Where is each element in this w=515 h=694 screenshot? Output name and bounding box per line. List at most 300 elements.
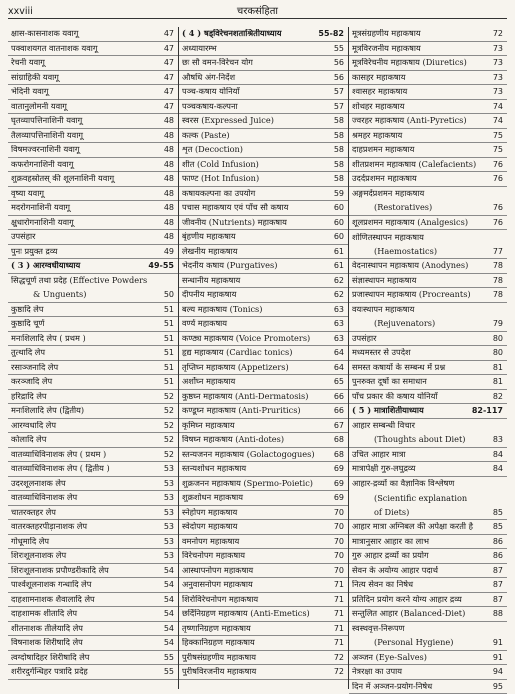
toc-entry bbox=[8, 85, 178, 100]
toc-entry bbox=[8, 288, 178, 303]
toc-entry bbox=[349, 288, 507, 303]
toc-page-number: 67 bbox=[333, 420, 344, 430]
toc-page-number: 84 bbox=[492, 464, 503, 474]
toc-entry-title: पुरीषसंग्रहणीय महाकषाय bbox=[182, 652, 256, 662]
toc-page-number: 78 bbox=[492, 261, 503, 271]
toc-entry bbox=[8, 100, 178, 115]
toc-page-number: 87 bbox=[492, 594, 503, 604]
toc-entry-title: हृद्य महाकषाय (Cardiac tonics) bbox=[182, 348, 293, 358]
toc-entry-title: स्वरस (Expressed Juice) bbox=[182, 116, 274, 126]
toc-entry-title: तुत्थादि लेप bbox=[11, 348, 45, 358]
toc-entry bbox=[8, 332, 178, 347]
toc-entry-title: शिरःशूलनाशक लेप bbox=[11, 551, 67, 561]
toc-entry-title: समस्त कषायों के सम्बन्ध में प्रश्न bbox=[352, 362, 446, 372]
toc-entry bbox=[179, 651, 348, 666]
toc-entry bbox=[349, 158, 507, 173]
toc-entry-title: ( 4 ) षड्विरेचनशताश्रितीयाध्याय bbox=[182, 29, 282, 39]
toc-entry-title: कषायकल्पना का उपयोग bbox=[182, 188, 256, 198]
toc-entry bbox=[349, 361, 507, 376]
toc-page-number: 50 bbox=[163, 290, 174, 300]
toc-entry bbox=[8, 56, 178, 71]
toc-page-number: 48 bbox=[163, 203, 174, 213]
toc-entry bbox=[349, 259, 507, 274]
toc-entry bbox=[179, 85, 348, 100]
toc-page-number: 52 bbox=[163, 391, 174, 401]
toc-page-number: 51 bbox=[163, 304, 174, 314]
chapter-heading bbox=[8, 259, 178, 274]
toc-entry-title: अञ्जन (Eye-Salves) bbox=[352, 652, 427, 662]
toc-entry bbox=[8, 520, 178, 535]
toc-entry bbox=[179, 564, 348, 579]
toc-entry bbox=[179, 390, 348, 405]
toc-entry bbox=[179, 230, 348, 245]
toc-entry-title: उचित आहार मात्रा bbox=[352, 449, 406, 459]
toc-page-number: 87 bbox=[492, 580, 503, 590]
toc-page-number: 83 bbox=[492, 435, 503, 445]
toc-entry-title: श्वासहर महाकषाय bbox=[352, 87, 408, 97]
toc-entry bbox=[349, 129, 507, 144]
toc-page-number: 54 bbox=[163, 609, 174, 619]
toc-entry-title: सन्धानीय महाकषाय bbox=[182, 275, 241, 285]
toc-entry-title: गुरु आहार द्रव्यों का प्रयोग bbox=[352, 551, 429, 561]
toc-page-number: 51 bbox=[163, 377, 174, 387]
toc-page-number: 80 bbox=[492, 348, 503, 358]
toc-page-number: 70 bbox=[333, 551, 344, 561]
page-number: xxviii bbox=[8, 6, 33, 17]
toc-entry-title: वातव्याधिविनाशक लेप ( द्वितीय ) bbox=[11, 464, 110, 474]
toc-page-number: 91 bbox=[492, 638, 503, 648]
toc-entry-title: आहार सम्बन्धी विचार bbox=[352, 421, 416, 431]
toc-entry-title: आरग्वधादि लेप bbox=[11, 420, 56, 430]
toc-entry-title: वातव्याधिविनाशक लेप bbox=[11, 493, 78, 503]
toc-entry bbox=[349, 549, 507, 564]
toc-entry-title: वातव्याधिविनाशक लेप ( प्रथम ) bbox=[11, 449, 107, 459]
toc-page-number: 76 bbox=[492, 203, 503, 213]
toc-page-number: 66 bbox=[333, 406, 344, 416]
toc-entry bbox=[349, 665, 507, 680]
toc-entry-title: अङ्गमर्दप्रशमन महाकषाय bbox=[352, 189, 425, 199]
toc-entry-title: नित्य सेवन का निषेध bbox=[352, 580, 414, 590]
toc-entry-title: आहार मात्रा अग्निबल की अपेक्षा करती है bbox=[352, 522, 473, 532]
toc-entry bbox=[349, 303, 507, 318]
toc-entry bbox=[8, 622, 178, 637]
toc-entry-title: स्वस्थवृत्त-निरूपण bbox=[352, 624, 405, 634]
toc-entry bbox=[349, 56, 507, 71]
toc-entry-title: सेवन के अयोग्य आहार पदार्थ bbox=[352, 565, 439, 575]
toc-entry bbox=[349, 114, 507, 129]
toc-entry bbox=[179, 129, 348, 144]
toc-entry bbox=[179, 114, 348, 129]
toc-entry bbox=[349, 187, 507, 202]
toc-entry bbox=[179, 172, 348, 187]
toc-entry bbox=[8, 448, 178, 463]
toc-entry-title: कुष्ठादि लेप bbox=[11, 304, 44, 314]
toc-entry-title: कुष्ठघ्न महाकषाय (Anti-Dermatosis) bbox=[182, 391, 309, 401]
toc-entry bbox=[179, 636, 348, 651]
toc-page-number: 94 bbox=[492, 667, 503, 677]
toc-page-number: 47 bbox=[163, 43, 174, 53]
toc-entry bbox=[179, 158, 348, 173]
toc-entry bbox=[8, 593, 178, 608]
toc-entry bbox=[8, 404, 178, 419]
toc-entry bbox=[8, 636, 178, 651]
toc-entry-title: अनुवासनोपग महाकषाय bbox=[182, 580, 253, 590]
toc-page-number: 62 bbox=[333, 290, 344, 300]
toc-entry bbox=[179, 216, 348, 231]
toc-page-number: 65 bbox=[333, 377, 344, 387]
toc-page-number: 81 bbox=[492, 377, 503, 387]
toc-entry bbox=[349, 27, 507, 42]
toc-entry-title: अर्शोघ्न महाकषाय bbox=[182, 377, 236, 387]
toc-entry bbox=[179, 448, 348, 463]
toc-entry-title: गोधूमादि लेप bbox=[11, 536, 50, 546]
toc-entry bbox=[349, 332, 507, 347]
toc-entry-title: (Thoughts about Diet) bbox=[374, 435, 466, 445]
toc-page-number: 60 bbox=[333, 217, 344, 227]
toc-entry bbox=[349, 172, 507, 187]
toc-entry-title: दाहप्रशमन महाकषाय bbox=[352, 145, 415, 155]
toc-entry-title: कण्डूघ्न महाकषाय (Anti-Pruritics) bbox=[182, 406, 301, 416]
toc-entry-title: शीत (Cold Infusion) bbox=[182, 159, 259, 169]
toc-entry-title: पञ्च-कषाय योनियाँ bbox=[182, 87, 240, 97]
toc-page-number: 54 bbox=[163, 580, 174, 590]
toc-entry-title: लेखनीय महाकषाय bbox=[182, 246, 238, 256]
toc-page-number: 48 bbox=[163, 116, 174, 126]
toc-entry-title: हरिद्रादि लेप bbox=[11, 391, 47, 401]
toc-page-number: 87 bbox=[492, 565, 503, 575]
toc-entry bbox=[8, 216, 178, 231]
toc-page-number: 51 bbox=[163, 348, 174, 358]
toc-page-number: 66 bbox=[333, 391, 344, 401]
toc-page-number: 52 bbox=[163, 420, 174, 430]
toc-page-number: 53 bbox=[163, 522, 174, 532]
toc-entry-title: अध्यायारम्भ bbox=[182, 43, 217, 53]
toc-entry bbox=[179, 303, 348, 318]
toc-entry-title: मूत्रविरेचनीय महाकषाय (Diuretics) bbox=[352, 58, 467, 68]
toc-entry bbox=[349, 564, 507, 579]
chapter-heading bbox=[349, 404, 507, 419]
toc-entry bbox=[179, 535, 348, 550]
toc-page-number: 53 bbox=[163, 478, 174, 488]
toc-entry bbox=[8, 375, 178, 390]
toc-entry-title: विरेचनोपग महाकषाय bbox=[182, 551, 246, 561]
toc-entry-title: पञ्चकषाय-कल्पना bbox=[182, 101, 238, 111]
toc-entry bbox=[179, 201, 348, 216]
toc-page-number: 70 bbox=[333, 522, 344, 532]
toc-entry-title: कफरोगनाशिनी यवागू bbox=[11, 159, 74, 169]
toc-entry-title: (Scientific explanation bbox=[374, 493, 468, 503]
toc-page-number: 60 bbox=[333, 203, 344, 213]
toc-entry-title: शुक्रशोधन महाकषाय bbox=[182, 493, 243, 503]
toc-page-number: 64 bbox=[333, 348, 344, 358]
toc-entry bbox=[179, 506, 348, 521]
toc-entry-title: क्षास-कासनाशक यवागू bbox=[11, 29, 79, 39]
toc-page-number: 73 bbox=[492, 87, 503, 97]
toc-entry-title: नेत्ररक्षा का उपाय bbox=[352, 667, 403, 677]
toc-entry-title: शोथहर महाकषाय bbox=[352, 101, 405, 111]
toc-entry bbox=[349, 419, 507, 434]
toc-entry-title: (Personal Hygiene) bbox=[374, 638, 454, 648]
toc-entry-title: पचास महाकषाय एवं पाँच सौ कषाय bbox=[182, 203, 289, 213]
toc-entry bbox=[8, 665, 178, 680]
toc-entry-title: त्वग्दोषादिहर शिरीषादि लेप bbox=[11, 652, 90, 662]
toc-entry-title: दाहशामनाशक शैवालादि लेप bbox=[11, 594, 95, 604]
toc-page-number: 54 bbox=[163, 623, 174, 633]
toc-entry-title: प्रतिदिन प्रयोग करने योग्य आहार द्रव्य bbox=[352, 594, 462, 604]
toc-page-number: 47 bbox=[163, 72, 174, 82]
toc-entry-title: भेदनीय कषाय (Purgatives) bbox=[182, 261, 278, 271]
toc-page-number: 86 bbox=[492, 551, 503, 561]
toc-entry bbox=[8, 535, 178, 550]
toc-entry-title: पुनरुक्त दूषों का समाधान bbox=[352, 377, 427, 387]
toc-page-number: 47 bbox=[163, 87, 174, 97]
toc-entry bbox=[179, 361, 348, 376]
toc-entry bbox=[8, 245, 178, 260]
toc-entry-title: बल्य महाकषाय (Tonics) bbox=[182, 304, 263, 314]
toc-page-number: 56 bbox=[333, 58, 344, 68]
toc-page-number: 72 bbox=[333, 652, 344, 662]
toc-entry-title: पुरीषविरजनीय महाकषाय bbox=[182, 667, 257, 677]
toc-entry bbox=[179, 607, 348, 622]
toc-page-number: 54 bbox=[163, 594, 174, 604]
toc-entry bbox=[349, 448, 507, 463]
toc-entry-title: आहार-द्रव्यों का वैज्ञानिक विश्लेषण bbox=[352, 479, 455, 489]
toc-page-number: 55 bbox=[163, 652, 174, 662]
toc-entry-title: (Haemostatics) bbox=[374, 246, 438, 256]
toc-page-number: 88 bbox=[492, 609, 503, 619]
toc-page-number: 48 bbox=[163, 130, 174, 140]
toc-entry-title: ज्वरहर महाकषाय (Anti-Pyretics) bbox=[352, 116, 467, 126]
toc-page-number: 51 bbox=[163, 362, 174, 372]
toc-entry-title: मदरोगनाशिनी यवागू bbox=[11, 203, 70, 213]
toc-entry bbox=[179, 520, 348, 535]
toc-entry bbox=[8, 274, 178, 289]
toc-entry bbox=[349, 607, 507, 622]
toc-entry bbox=[179, 332, 348, 347]
toc-entry bbox=[179, 419, 348, 434]
toc-page-number: 54 bbox=[163, 565, 174, 575]
toc-page-number: 51 bbox=[163, 333, 174, 343]
toc-entry-title: विषमज्वरनाशिनी यवागू bbox=[11, 145, 80, 155]
toc-entry bbox=[179, 462, 348, 477]
toc-entry bbox=[349, 578, 507, 593]
toc-page-number: 47 bbox=[163, 101, 174, 111]
toc-entry bbox=[179, 259, 348, 274]
contents-column-3 bbox=[348, 27, 507, 689]
toc-entry bbox=[179, 622, 348, 637]
toc-entry bbox=[8, 346, 178, 361]
toc-entry-title: मूत्रसंग्रहणीय महाकषाय bbox=[352, 29, 421, 39]
running-header bbox=[8, 2, 507, 19]
toc-entry bbox=[349, 636, 507, 651]
toc-page-number: 60 bbox=[333, 232, 344, 242]
toc-entry bbox=[179, 56, 348, 71]
toc-entry bbox=[349, 375, 507, 390]
toc-entry-title: पार्श्वशूलनाशक गन्धादि लेप bbox=[11, 580, 92, 590]
toc-entry bbox=[179, 477, 348, 492]
toc-page-number: 58 bbox=[333, 130, 344, 140]
toc-entry-title: रेचनी यवागू bbox=[11, 58, 45, 68]
toc-entry-title: तैलव्यापत्तिनाशिनी यवागू bbox=[11, 130, 83, 140]
toc-entry bbox=[349, 433, 507, 448]
toc-entry bbox=[8, 129, 178, 144]
toc-entry bbox=[8, 564, 178, 579]
toc-page-number: 95 bbox=[492, 681, 503, 691]
toc-entry bbox=[179, 100, 348, 115]
toc-entry bbox=[349, 506, 507, 521]
toc-entry-title: फाण्ट (Hot Infusion) bbox=[182, 174, 260, 184]
toc-entry-title: ( 3 ) आरग्वधीयाध्याय bbox=[11, 261, 81, 271]
toc-entry-title: स्तन्यजनन महाकषाय (Golactogogues) bbox=[182, 449, 315, 459]
toc-entry bbox=[8, 187, 178, 202]
toc-entry-title: औषधि अंग-निर्देश bbox=[182, 72, 236, 82]
toc-entry-title: शीतप्रशमन महाकषाय (Calefacients) bbox=[352, 159, 477, 169]
toc-entry-title: शृत (Decoction) bbox=[182, 145, 243, 155]
toc-page-number: 56 bbox=[333, 72, 344, 82]
toc-entry bbox=[8, 390, 178, 405]
toc-entry bbox=[349, 680, 507, 694]
toc-entry-title: मनःशिलादि लेप ( प्रथम ) bbox=[11, 333, 86, 343]
toc-page-number: 73 bbox=[492, 58, 503, 68]
toc-entry-title: उपसंहार bbox=[11, 232, 36, 242]
toc-entry bbox=[349, 201, 507, 216]
toc-page-number: 69 bbox=[333, 493, 344, 503]
toc-entry bbox=[8, 477, 178, 492]
toc-entry-title: पाँच प्रकार की कषाय योनियाँ bbox=[352, 391, 438, 401]
toc-entry-title: & Unguents) bbox=[33, 290, 87, 300]
toc-entry bbox=[8, 361, 178, 376]
toc-entry-title: प्रजास्थापन महाकषाय (Procreants) bbox=[352, 290, 471, 300]
toc-page-number: 48 bbox=[163, 174, 174, 184]
toc-entry bbox=[8, 230, 178, 245]
toc-page-number: 63 bbox=[333, 304, 344, 314]
toc-entry bbox=[349, 535, 507, 550]
toc-page-number: 72 bbox=[333, 667, 344, 677]
toc-page-number: 49 bbox=[163, 246, 174, 256]
toc-page-number: 75 bbox=[492, 145, 503, 155]
toc-entry-title: विषनाशक शिरीषादि लेप bbox=[11, 638, 83, 648]
toc-page-number: 53 bbox=[163, 493, 174, 503]
toc-page-number: 70 bbox=[333, 507, 344, 517]
toc-page-number: 85 bbox=[492, 507, 503, 517]
toc-entry bbox=[179, 404, 348, 419]
book-title: चरकसंहिता bbox=[236, 6, 278, 17]
toc-entry-title: करञ्जादि लेप bbox=[11, 377, 53, 387]
toc-page-number: 78 bbox=[492, 290, 503, 300]
toc-entry-title: घृतव्यापत्तिनाशिनी यवागू bbox=[11, 116, 83, 126]
toc-page-number: 55-82 bbox=[318, 29, 344, 39]
toc-entry-title: स्वेदोपग महाकषाय bbox=[182, 522, 238, 532]
toc-entry-title: बृंहणीय महाकषाय bbox=[182, 232, 236, 242]
toc-entry bbox=[349, 317, 507, 332]
toc-entry bbox=[349, 622, 507, 637]
toc-entry-title: छर्दिनिग्रहण महाकषाय (Anti-Emetics) bbox=[182, 609, 310, 619]
toc-entry-title: शिरोविरेचनोपग महाकषाय bbox=[182, 594, 259, 604]
toc-entry bbox=[179, 491, 348, 506]
toc-entry-title: (Rejuvenators) bbox=[374, 319, 436, 329]
toc-entry-title: सिद्धचूर्ण तथा प्रदेह (Effective Powders bbox=[11, 276, 148, 286]
toc-page-number: 62 bbox=[333, 275, 344, 285]
toc-entry-title: ( 5 ) मात्राशितीयाध्याय bbox=[352, 406, 424, 416]
chapter-heading bbox=[179, 27, 348, 42]
toc-entry-title: शिरःशूलनाशक प्रपौण्डरीकादि लेप bbox=[11, 565, 109, 575]
toc-entry-title: कृमिघ्न महाकषाय bbox=[182, 420, 235, 430]
toc-entry-title: तृष्णानिग्रहण महाकषाय bbox=[182, 623, 251, 633]
toc-entry-title: हिक्कानिग्रहण महाकषाय bbox=[182, 638, 255, 648]
toc-entry bbox=[8, 607, 178, 622]
toc-entry-title: संज्ञास्थापन महाकषाय bbox=[352, 275, 417, 285]
toc-entry-title: विषघ्न महाकषाय (Anti-dotes) bbox=[182, 435, 285, 445]
toc-entry bbox=[179, 288, 348, 303]
toc-page-number: 61 bbox=[333, 261, 344, 271]
toc-page-number: 47 bbox=[163, 29, 174, 39]
toc-entry-title: शुक्रवहस्रोतस् की शूलनाशिनी यवागू bbox=[11, 174, 115, 184]
toc-entry-title: (Restoratives) bbox=[374, 203, 433, 213]
toc-page-number: 57 bbox=[333, 101, 344, 111]
toc-page-number: 54 bbox=[163, 638, 174, 648]
toc-entry bbox=[8, 303, 178, 318]
toc-page-number: 75 bbox=[492, 130, 503, 140]
toc-entry-title: सन्तुलित आहार (Balanced-Diet) bbox=[352, 609, 466, 619]
toc-entry-title: कण्ठ्य महाकषाय (Voice Promoters) bbox=[182, 333, 311, 343]
contents-columns bbox=[8, 27, 507, 689]
toc-page-number: 52 bbox=[163, 449, 174, 459]
toc-page-number: 57 bbox=[333, 87, 344, 97]
toc-page-number: 69 bbox=[333, 464, 344, 474]
toc-page-number: 74 bbox=[492, 116, 503, 126]
toc-page-number: 70 bbox=[333, 565, 344, 575]
toc-entry bbox=[8, 651, 178, 666]
toc-entry bbox=[8, 549, 178, 564]
toc-entry bbox=[8, 433, 178, 448]
toc-entry bbox=[349, 85, 507, 100]
toc-entry-title: वयःस्थापन महाकषाय bbox=[352, 305, 415, 315]
toc-page-number: 70 bbox=[333, 536, 344, 546]
toc-entry-title: मात्रापेक्षी गुरु-लघुद्रव्य bbox=[352, 464, 416, 474]
toc-page-number: 91 bbox=[492, 652, 503, 662]
toc-entry bbox=[179, 346, 348, 361]
toc-page-number: 55 bbox=[333, 43, 344, 53]
toc-entry bbox=[8, 201, 178, 216]
toc-entry bbox=[349, 216, 507, 231]
toc-page-number: 81 bbox=[492, 362, 503, 372]
toc-page-number: 85 bbox=[492, 522, 503, 532]
toc-entry bbox=[8, 114, 178, 129]
toc-entry bbox=[8, 172, 178, 187]
toc-page-number: 48 bbox=[163, 188, 174, 198]
toc-entry bbox=[349, 42, 507, 57]
toc-page-number: 49-55 bbox=[148, 261, 174, 271]
toc-page-number: 48 bbox=[163, 145, 174, 155]
toc-entry-title: वर्ण्य महाकषाय bbox=[182, 319, 228, 329]
toc-entry-title: कुष्ठादि चूर्ण bbox=[11, 319, 45, 329]
toc-page-number: 77 bbox=[492, 246, 503, 256]
toc-entry bbox=[179, 549, 348, 564]
toc-page-number: 69 bbox=[333, 478, 344, 488]
toc-entry-title: स्नेहोपग महाकषाय bbox=[182, 507, 238, 517]
toc-entry-title: दिन में अञ्जन-प्रयोग-निषेध bbox=[352, 681, 433, 691]
toc-entry-title: शीतनाशक तीलेयादि लेप bbox=[11, 623, 83, 633]
toc-page-number: 71 bbox=[333, 638, 344, 648]
toc-entry bbox=[8, 506, 178, 521]
toc-page-number: 48 bbox=[163, 232, 174, 242]
toc-entry-title: जीवनीय (Nutrients) महाकषाय bbox=[182, 217, 287, 227]
toc-entry bbox=[8, 578, 178, 593]
toc-entry-title: सांग्राहिकी यवागू bbox=[11, 72, 59, 82]
toc-page-number: 58 bbox=[333, 159, 344, 169]
toc-entry-title: तृप्तिघ्न महाकषाय (Appetizers) bbox=[182, 362, 289, 372]
toc-page-number: 53 bbox=[163, 536, 174, 546]
